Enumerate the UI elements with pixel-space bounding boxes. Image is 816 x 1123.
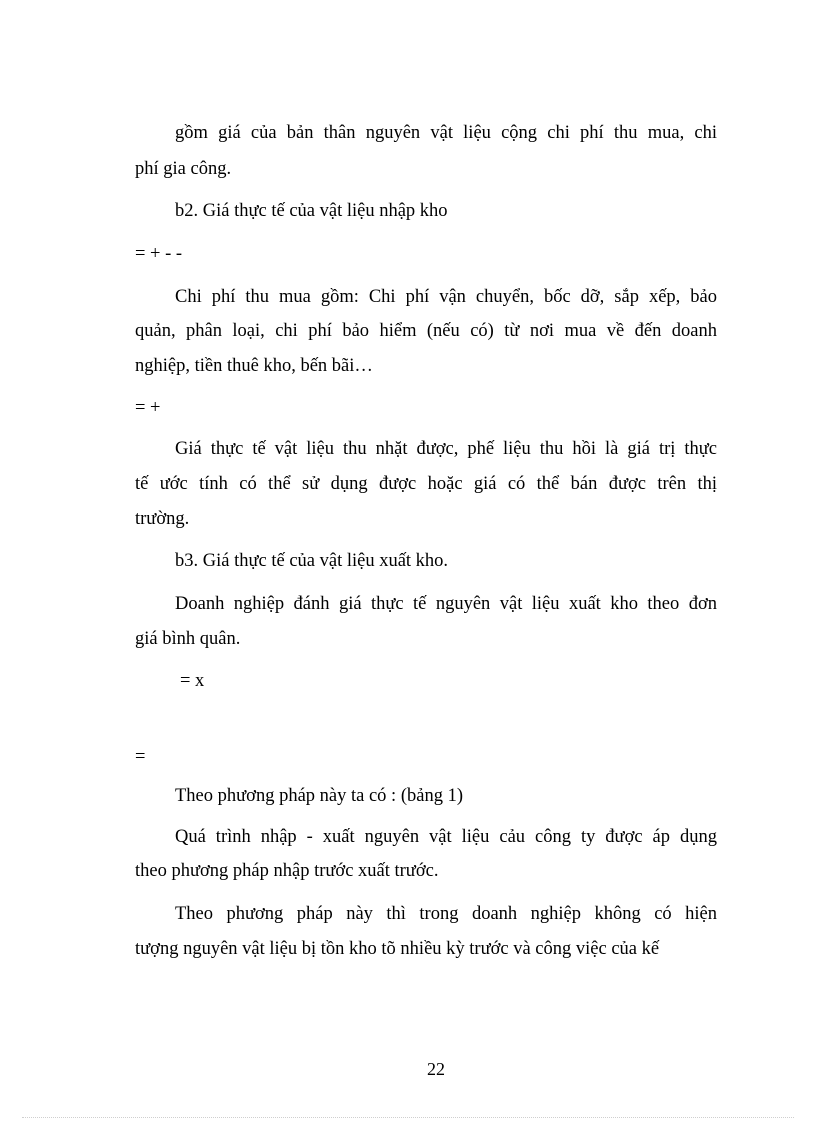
paragraph-line: Chi phí thu mua gồm: Chi phí vận chuyển, bốc dỡ, sắp xếp, bảo [175, 287, 717, 307]
paragraph-line: gồm giá của bản thân nguyên vật liệu cộng chi phí thu mua, chi [175, 123, 717, 143]
formula-line: = [135, 747, 146, 767]
paragraph-line: nghiệp, tiền thuê kho, bến bãi… [135, 356, 373, 376]
page-bottom-divider [22, 1117, 794, 1118]
paragraph-line: giá bình quân. [135, 629, 241, 649]
page-number: 22 [427, 1059, 445, 1079]
paragraph-line: Theo phương pháp này ta có : (bảng 1) [175, 786, 463, 806]
formula-line: = + [135, 398, 161, 418]
section-heading: b2. Giá thực tế của vật liệu nhập kho [175, 201, 448, 221]
paragraph-line: Quá trình nhập - xuất nguyên vật liệu cảu công ty được áp dụng [175, 827, 717, 847]
paragraph-line: quản, phân loại, chi phí bảo hiểm (nếu có) từ nơi mua về đến doanh [135, 321, 717, 341]
paragraph-line: tế ước tính có thể sử dụng được hoặc giá có thể bán được trên thị [135, 474, 717, 494]
paragraph-line: phí gia công. [135, 159, 232, 179]
paragraph-line: Giá thực tế vật liệu thu nhặt được, phế liệu thu hồi là giá trị thực [175, 439, 717, 459]
formula-line: = x [180, 671, 205, 691]
paragraph-line: theo phương pháp nhập trước xuất trước. [135, 861, 439, 881]
paragraph-line: Theo phương pháp này thì trong doanh nghiệp không có hiện [175, 904, 717, 924]
formula-line: = + - - [135, 244, 183, 264]
paragraph-line: tượng nguyên vật liệu bị tồn kho tõ nhiều kỳ trước và công việc của kế [135, 939, 660, 959]
paragraph-line: Doanh nghiệp đánh giá thực tế nguyên vật liệu xuất kho theo đơn [175, 594, 717, 614]
paragraph-line: trường. [135, 509, 190, 529]
section-heading: b3. Giá thực tế của vật liệu xuất kho. [175, 551, 449, 571]
